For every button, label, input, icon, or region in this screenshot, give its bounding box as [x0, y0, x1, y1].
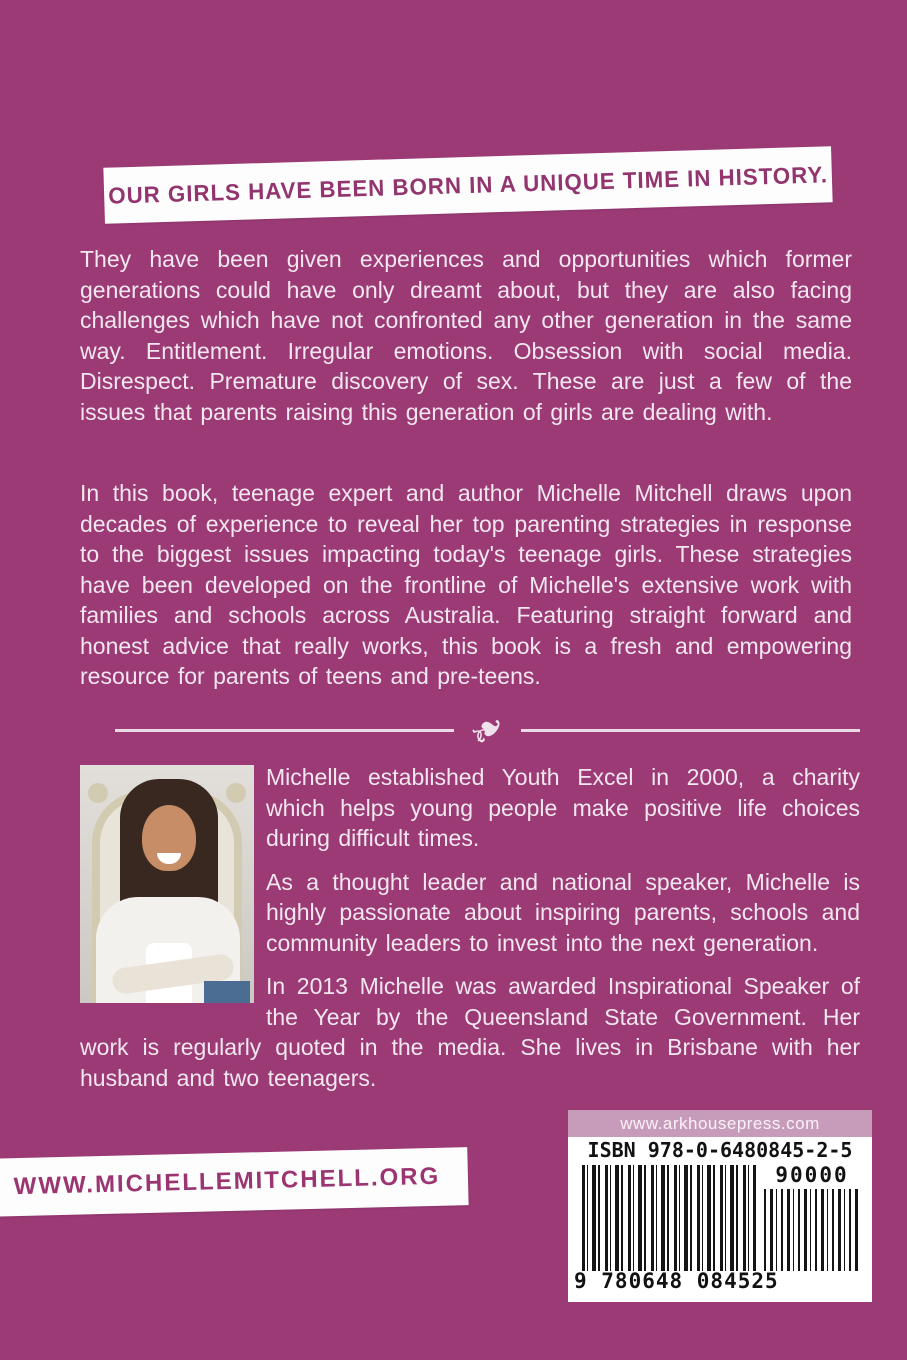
intro-paragraph-2: In this book, teenage expert and author Michelle Mitchell draws upon decades of experience to reveal her top parenting strategies in response to the biggest issues impacting today's teenage girls. These strategies have been developed on the frontline of Michelle's extensive work with families and schools across Australia. Featuring straight forward and honest advice that really works, this book is a fresh and empowering resource for parents of teens and pre-teens. [80, 480, 852, 689]
intro-paragraph-1: They have been given experiences and opportunities which former generations could have only dreamt about, but they are also facing challenges which have not confronted any other generation in the same way. Entitlement. Irregular emotions. Obsession with social media. Disrespect. Premature discovery of sex. These are just a few of the issues that parents raising this generation of girls are dealing with. [80, 246, 852, 425]
author-photo [80, 765, 254, 1003]
ean-digits: 9 780648 084525 [574, 1269, 779, 1293]
headline-text: OUR GIRLS HAVE BEEN BORN IN A UNIQUE TIME IN HISTORY. [107, 160, 829, 209]
barcode-area [568, 1163, 872, 1302]
divider-line-right [521, 729, 860, 732]
supplement-barcode [764, 1189, 860, 1271]
bio-paragraph-1: Michelle established Youth Excel in 2000, a charity which helps young people make positive life choices during difficult times. [266, 764, 860, 851]
barcode-panel [568, 1110, 872, 1302]
bio-paragraph-3: In 2013 Michelle was awarded Inspirational Speaker of the Year by the Queensland State Government. Her work is regularly quoted in the media. She lives in Brisbane with her husband and two teenagers. [80, 973, 860, 1091]
price-code: 90000 [775, 1163, 849, 1187]
website-banner [0, 1147, 469, 1217]
isbn-text: ISBN 978-0-6480845-2-5 [587, 1138, 853, 1162]
author-bio-section [80, 762, 860, 1106]
fleuron-ornament-icon: ❧ [458, 700, 516, 759]
chair-carving-left [88, 783, 108, 803]
publisher-url: www.arkhousepress.com [620, 1113, 820, 1133]
divider-line-left [115, 729, 454, 732]
headline-banner [103, 146, 832, 224]
section-divider [115, 700, 860, 759]
publisher-url-strip [568, 1110, 872, 1137]
website-url: WWW.MICHELLEMITCHELL.ORG [13, 1162, 441, 1201]
bio-paragraph-2: As a thought leader and national speaker, Michelle is highly passionate about inspiring parents, schools and community leaders to invest into the next generation. [266, 868, 860, 956]
author-jeans [204, 981, 250, 1003]
chair-carving-right [226, 783, 246, 803]
ean-barcode [582, 1165, 756, 1271]
